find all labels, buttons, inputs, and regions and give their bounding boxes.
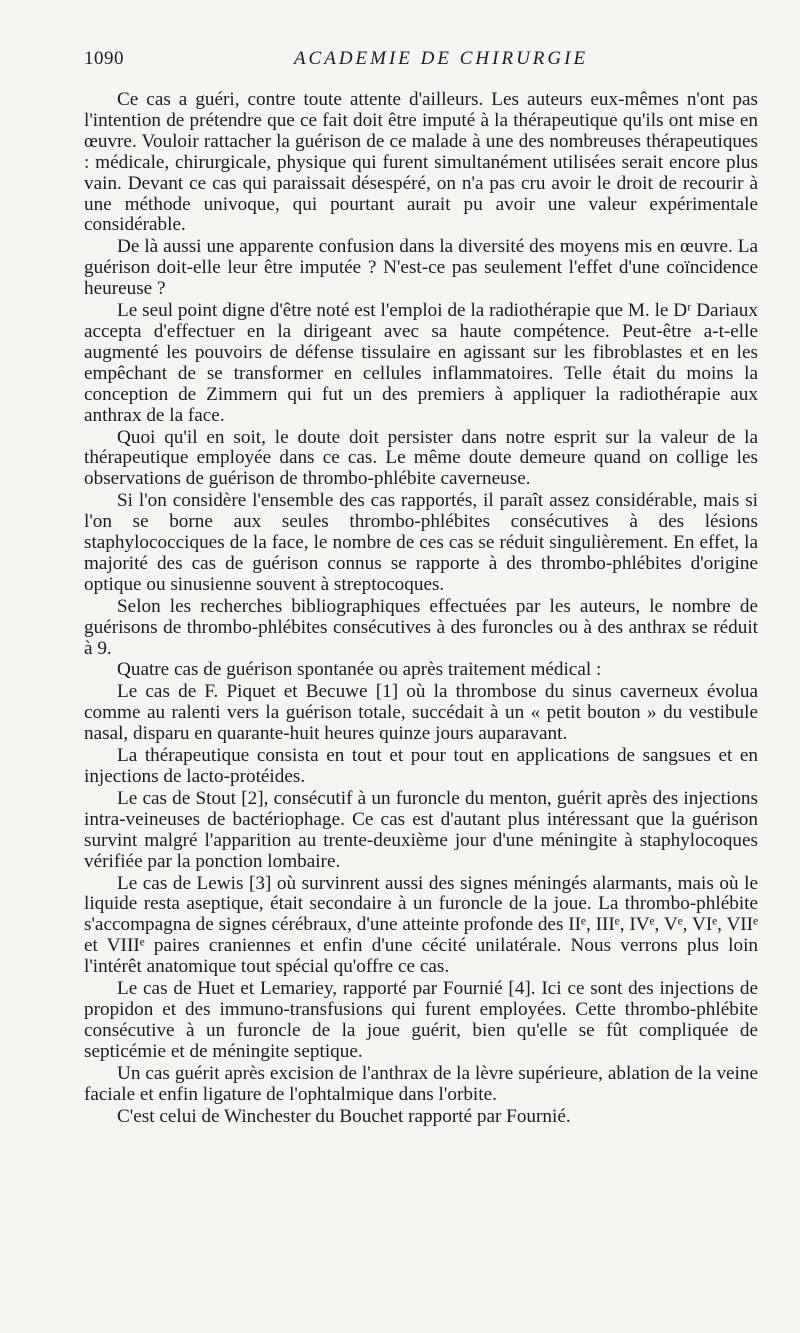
paragraph: Le cas de F. Piquet et Becuwe [1] où la thrombose du sinus caverneux évolua comme au ralenti vers la guérison totale, succédait à un « petit bouton » du vestibule nasal, disparu en quarante-huit heures quinze jours auparavant. <box>84 681 758 745</box>
paragraph: Le cas de Huet et Lemariey, rapporté par Fournié [4]. Ici ce sont des injections de propidon et des immuno-transfusions qui furent employées. Cette thrombo-phlébite consécutive à un furoncle de la joue guérit, bien qu'elle se fût compliquée de septicémie et de méningite septique. <box>84 978 758 1062</box>
paragraph: Ce cas a guéri, contre toute attente d'ailleurs. Les auteurs eux-mêmes n'ont pas l'intention de prétendre que ce fait doit être imputé à la thérapeutique qu'ils ont mise en œuvre. Vouloir rattacher la guérison de ce malade à une des nombreuses thérapeutiques : médicale, chirurgicale, physique qui furent simultanément utilisées serait encore plus vain. Devant ce cas qui paraissait désespéré, on n'a pas cru avoir le droit de recourir à une méthode univoque, qui pourtant aurait pu avoir une valeur expérimentale considérable. <box>84 89 758 236</box>
page-header <box>84 48 758 74</box>
paragraph: Le seul point digne d'être noté est l'emploi de la radiothérapie que M. le Dʳ Dariaux accepta d'effectuer en la dirigeant avec sa haute compétence. Peut-être a-t-elle augmenté les pouvoirs de défense tissulaire en agissant sur les fibroblastes et en les empêchant de se transformer en cellules inflammatoires. Telle était du moins la conception de Zimmern qui fut un des premiers à appliquer la radiothérapie aux anthrax de la face. <box>84 300 758 426</box>
paragraph: Quatre cas de guérison spontanée ou après traitement médical : <box>117 659 602 681</box>
paragraph: La thérapeutique consista en tout et pour tout en applications de sangsues et en injections de lacto-protéides. <box>84 745 758 787</box>
body-text <box>84 90 758 1127</box>
paragraph: De là aussi une apparente confusion dans la diversité des moyens mis en œuvre. La guérison doit-elle leur être imputée ? N'est-ce pas seulement l'effet d'une coïncidence heureuse ? <box>84 236 758 300</box>
paragraph: Un cas guérit après excision de l'anthrax de la lèvre supérieure, ablation de la veine faciale et enfin ligature de l'ophtalmique dans l'orbite. <box>84 1062 758 1105</box>
paragraph: C'est celui de Winchester du Bouchet rapporté par Fournié. <box>117 1105 571 1127</box>
paragraph: Quoi qu'il en soit, le doute doit persister dans notre esprit sur la valeur de la thérapeutique employée dans ce cas. Le même doute demeure quand on collige les observations de guérison de thrombo-phlébite caverneuse. <box>84 426 758 490</box>
paragraph: Le cas de Stout [2], consécutif à un furoncle du menton, guérit après des injections intra-veineuses de bactériophage. Ce cas est d'autant plus intéressant que la guérison survint malgré l'apparition au trente-deuxième jour d'une méningite à staphylocoques vérifiée par la ponction lombaire. <box>84 787 758 872</box>
running-title: ACADEMIE DE CHIRURGIE <box>293 48 589 69</box>
paragraph: Le cas de Lewis [3] où survinrent aussi des signes méningés alarmants, mais où le liquide resta aseptique, était secondaire à un furoncle de la joue. La thrombo-phlébite s'accompagna de signes cérébraux, d'une atteinte profonde des IIᵉ, IIIᵉ, IVᵉ, Vᵉ, VIᵉ, VIIᵉ et VIIIᵉ paires craniennes et enfin d'une cécité unilatérale. Nous verrons plus loin l'intérêt anatomique tout spécial qu'offre ce cas. <box>84 872 758 978</box>
paragraph: Si l'on considère l'ensemble des cas rapportés, il paraît assez considérable, mais si l'on se borne aux seules thrombo-phlébites consécutives à des lésions staphylococciques de la face, le nombre de ces cas se réduit singulièrement. En effet, la majorité des cas de guérison connus se rapporte à des thrombo-phlébites d'origine optique ou sinusienne souvent à streptocoques. <box>84 490 758 595</box>
page-number: 1090 <box>84 48 124 69</box>
paragraph: Selon les recherches bibliographiques effectuées par les auteurs, le nombre de guérisons de thrombo-phlébites consécutives à des furoncles ou à des anthrax se réduit à 9. <box>84 595 758 659</box>
